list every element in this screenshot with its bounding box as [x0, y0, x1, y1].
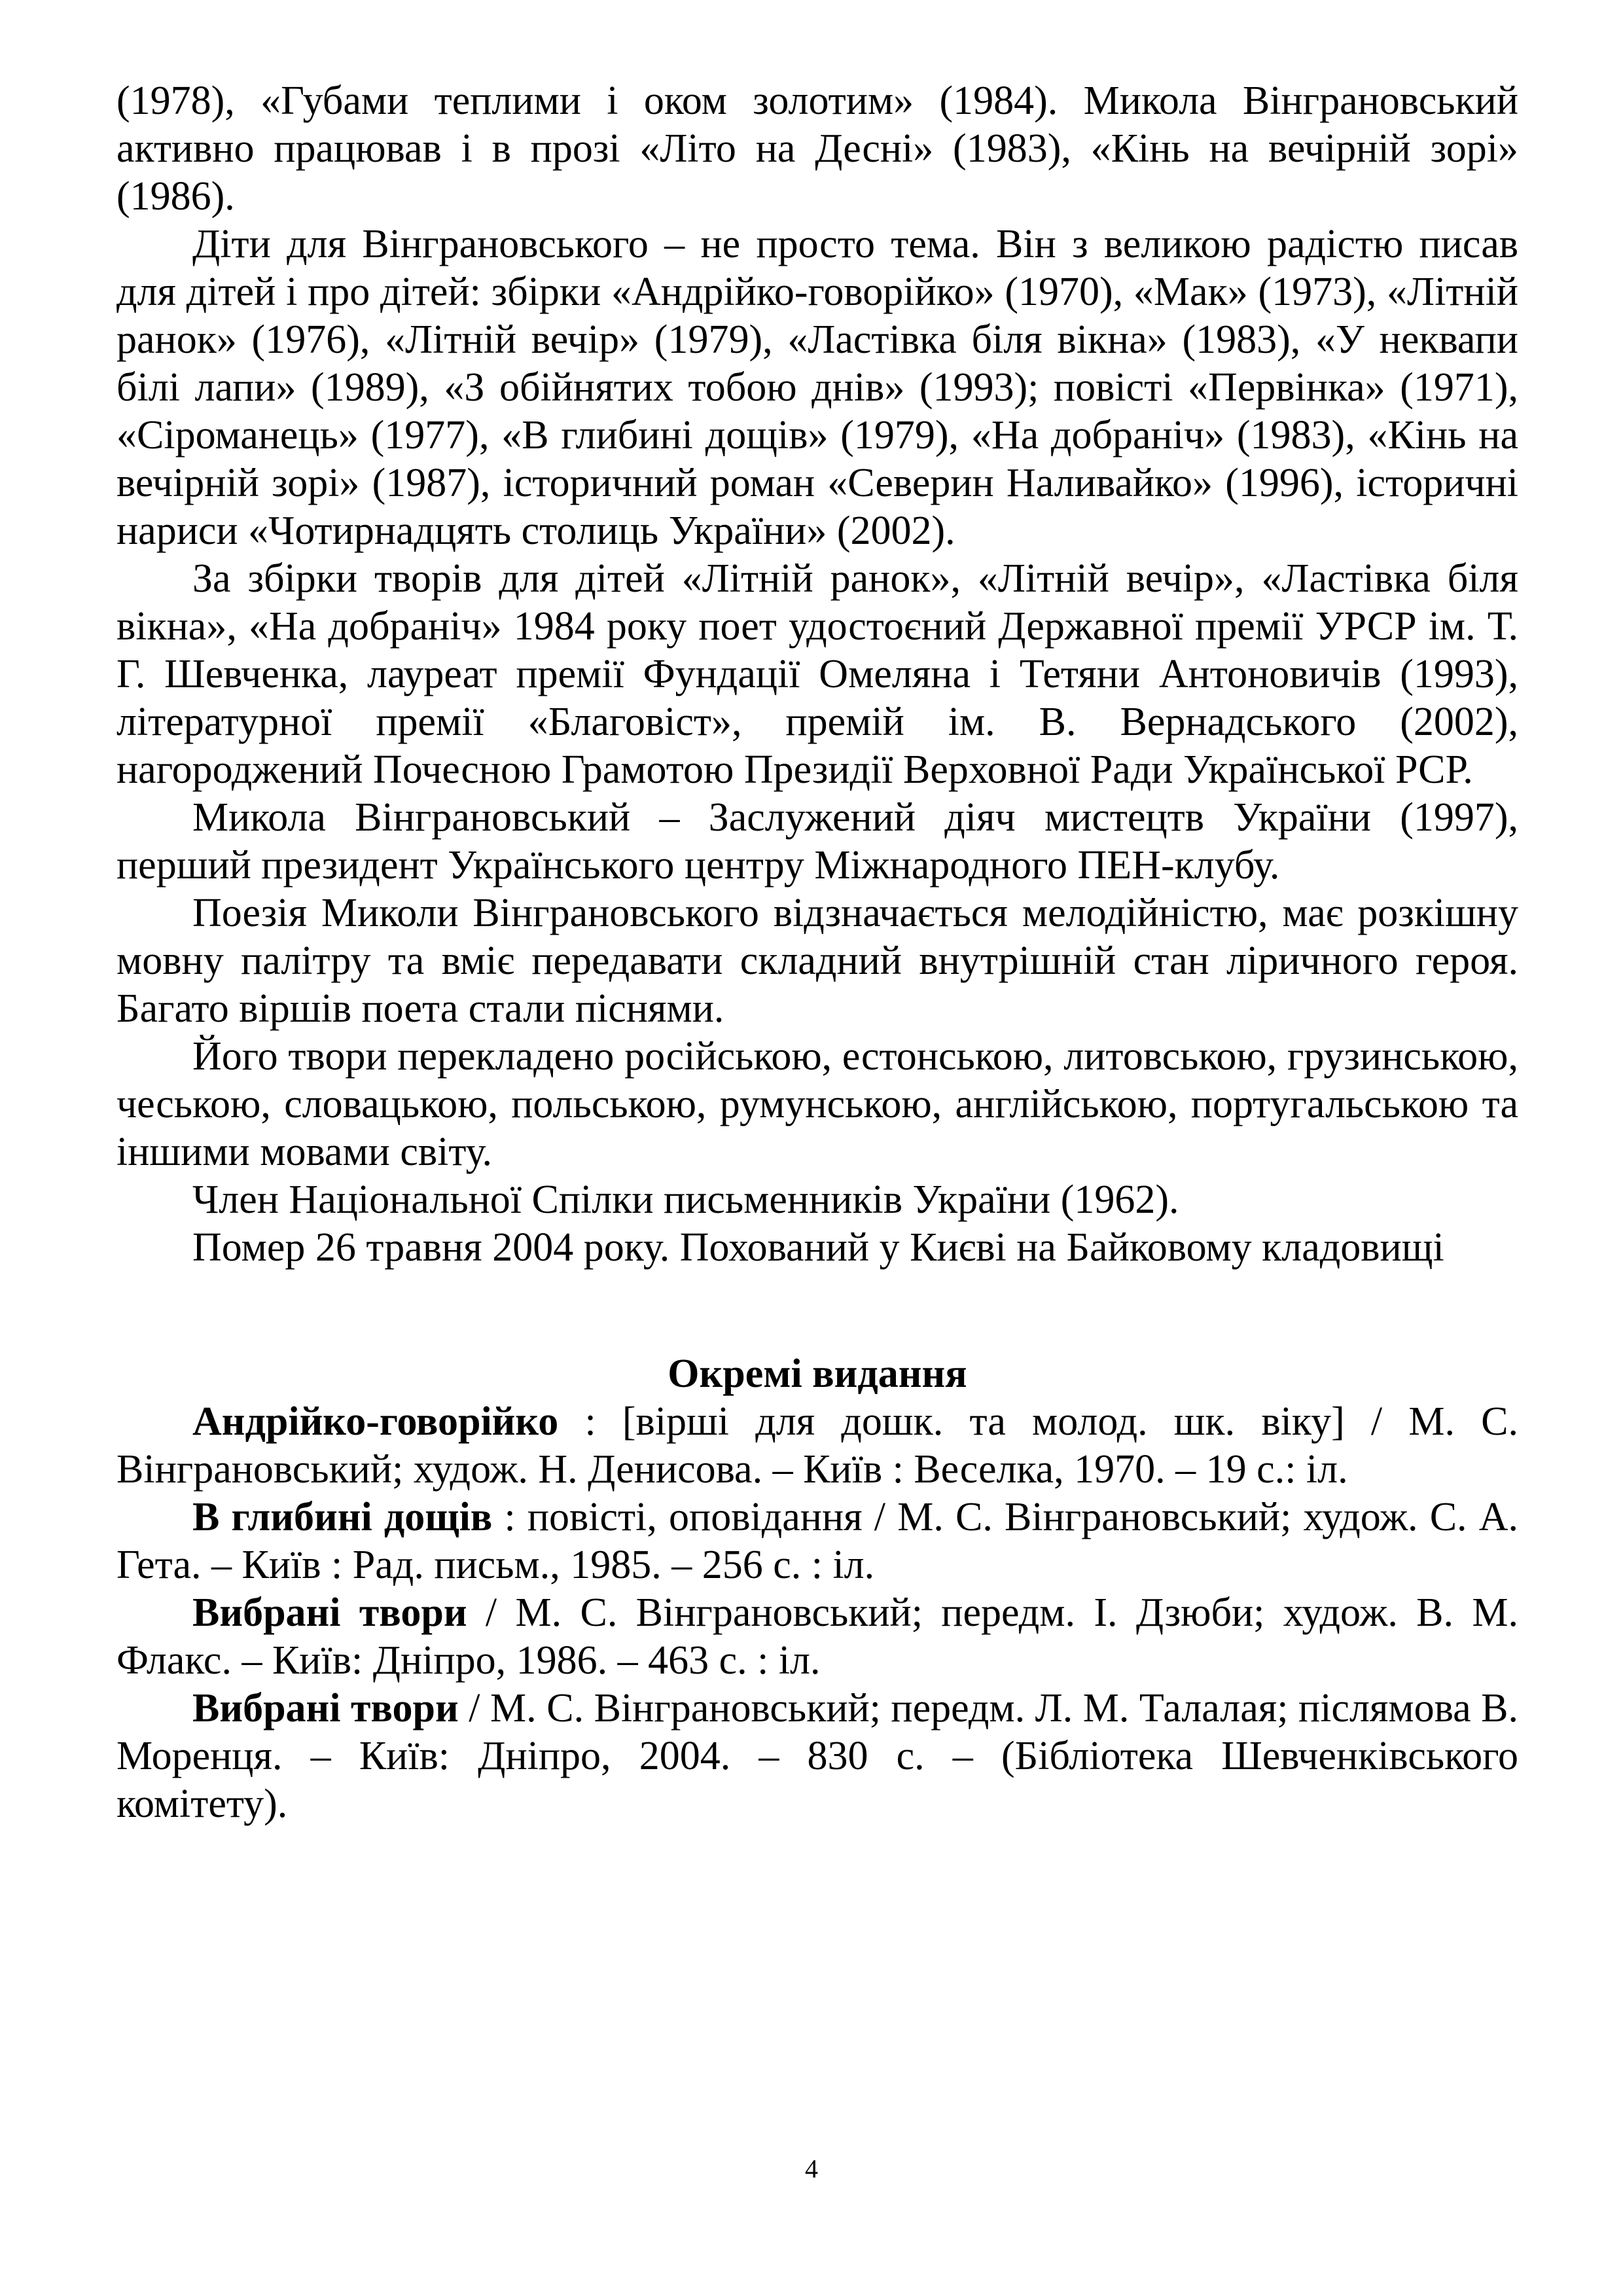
biography-paragraph-death: Помер 26 травня 2004 року. Похований у Києві на Байковому кладовищі [192, 1225, 1444, 1270]
biography-paragraph-honors: Микола Вінграновський – Заслужений діяч мистецтв України (1997), перший президент Українського центру Міжнародного ПЕН-клубу. [116, 795, 1518, 888]
biography-paragraph-poetry: Поезія Миколи Вінграновського відзначається мелодійністю, має розкішну мовну палітру та вміє передавати складний внутрішній стан ліричного героя. Багато віршів поета стали піснями. [116, 891, 1518, 1031]
editions-heading: Окремі видання [668, 1352, 967, 1396]
edition-title: В глибині дощів [192, 1495, 493, 1539]
edition-title: Андрійко-говорійко [192, 1399, 559, 1444]
edition-details: / М. С. Вінграновський; передм. І. Дзюби; худож. В. М. Флакс. – Київ: Дніпро, 1986. – 463 с. : іл. [116, 1590, 1518, 1683]
edition-entry [116, 1589, 1518, 1685]
edition-details: : повісті, оповідання / М. С. Вінграновський; худож. С. А. Гета. – Київ : Рад. письм., 1985. – 256 с. : іл. [116, 1495, 1518, 1587]
biography-paragraph-continued: (1978), «Губами теплими і оком золотим» (1984). Микола Вінграновський активно працював і в прозі «Літо на Десні» (1983), «Кінь на вечірній зорі» (1986). [116, 79, 1518, 219]
biography-paragraph-children-works: Діти для Вінграновського – не просто тема. Він з великою радістю писав для дітей і про дітей: збірки «Андрійко-говорійко» (1970), «Мак» (1973), «Літній ранок» (1976), «Літній вечір» (1979), «Ластівка біля вікна» (1983), «У неквапи білі лапи» (1989), «З обійнятих тобою днів» (1993); повісті «Первінка» (1971), «Сіроманець» (1977), «В глибині дощів» (1979), «На добраніч» (1983), «Кінь на вечірній зорі» (1987), історичний роман «Северин Наливайко» (1996), історичні нариси «Чотирнадцять столиць України» (2002). [116, 222, 1518, 553]
document-page [116, 77, 1518, 1828]
edition-title: Вибрані твори [192, 1686, 459, 1731]
edition-details: / М. С. Вінграновський; передм. Л. М. Талалая; післямова В. Моренця. – Київ: Дніпро, 2004. – 830 с. – (Бібліотека Шевченківського комітету). [116, 1686, 1518, 1826]
edition-entry [116, 1398, 1518, 1494]
page-number: 4 [805, 2154, 818, 2183]
edition-details: : [вірші для дошк. та молод. шк. віку] / М. С. Вінграновський; худож. Н. Денисова. – Київ : Веселка, 1970. – 19 с.: іл. [116, 1399, 1518, 1492]
biography-paragraph-awards: За збірки творів для дітей «Літній ранок», «Літній вечір», «Ластівка біля вікна», «На добраніч» 1984 року поет удостоєний Державної премії УРСР ім. Т. Г. Шевченка, лауреат премії Фундації Омеляна і Тетяни Антоновичів (1993), літературної премії «Благовіст», премій ім. В. Вернадського (2002), нагороджений Почесною Грамотою Президії Верховної Ради Української РСР. [116, 556, 1518, 792]
biography-paragraph-membership: Член Національної Спілки письменників України (1962). [192, 1177, 1179, 1222]
edition-entry [116, 1494, 1518, 1589]
edition-entry [116, 1685, 1518, 1828]
edition-title: Вибрані твори [192, 1590, 467, 1635]
biography-paragraph-translations: Його твори перекладено російською, естонською, литовською, грузинською, чеською, словацькою, польською, румунською, англійською, португальською та іншими мовами світу. [116, 1034, 1518, 1174]
